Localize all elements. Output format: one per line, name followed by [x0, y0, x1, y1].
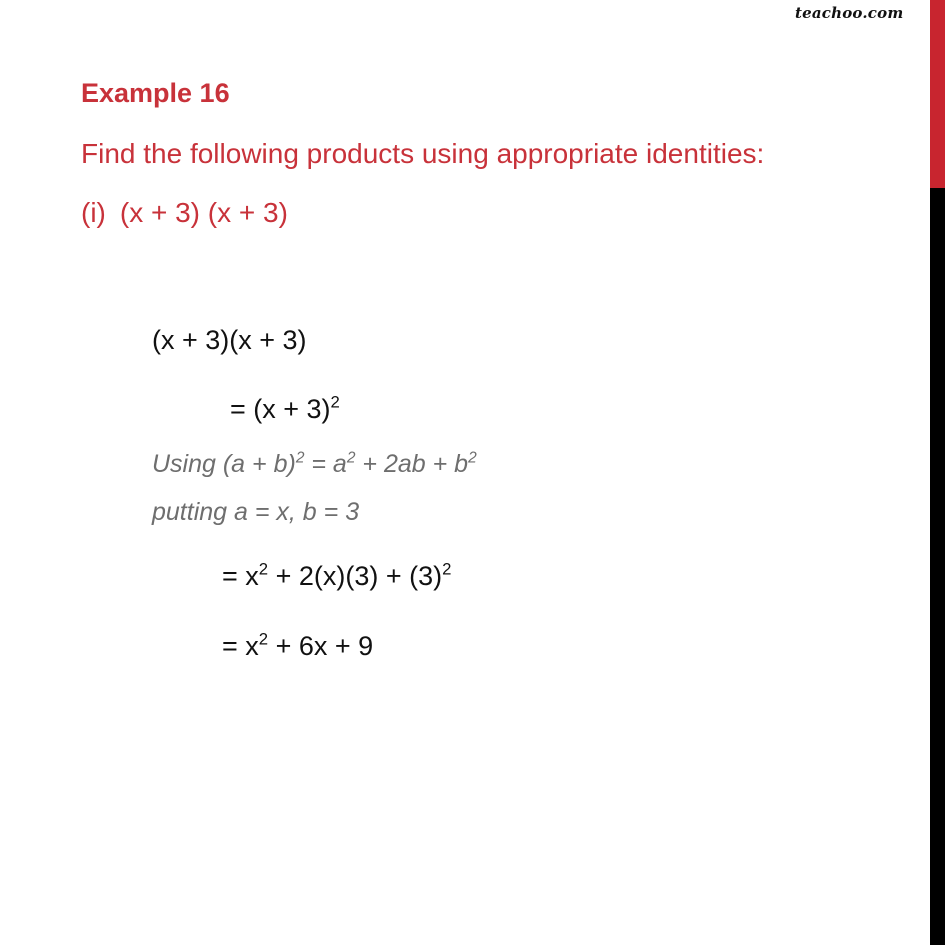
teachoo-logo: teachoo.com: [795, 4, 904, 22]
right-edge-bar-accent: [930, 0, 945, 188]
step-text: = x: [222, 631, 259, 661]
solution-step-given: (x + 3)(x + 3): [152, 325, 307, 355]
step-text: + 6x + 9: [268, 631, 374, 661]
question-part: [81, 199, 288, 227]
exponent: 2: [295, 449, 305, 467]
question-text: Find the following products using appropriate identities:: [81, 138, 765, 169]
identity-note: [152, 449, 477, 478]
step-text: = x: [222, 561, 259, 591]
step-text: + 2(x)(3) + (3): [268, 561, 443, 591]
exponent: 2: [258, 559, 269, 579]
exponent: 2: [442, 559, 452, 579]
step-text: = (x + 3): [230, 394, 331, 424]
exponent: 2: [346, 449, 356, 467]
right-edge-bar: [930, 0, 945, 945]
solution-step-square: [230, 392, 340, 424]
note-text: = a: [304, 450, 347, 478]
exponent: 2: [468, 449, 477, 467]
example-title: Example 16: [81, 78, 230, 108]
exponent: 2: [258, 629, 269, 649]
part-label: (i): [81, 197, 106, 228]
solution-step-expand: [222, 559, 452, 591]
exponent: 2: [330, 392, 340, 412]
substitution-note: putting a = x, b = 3: [152, 498, 360, 526]
solution-step-result: [222, 629, 374, 661]
note-text: + 2ab + b: [355, 450, 469, 478]
note-text: Using (a + b): [152, 450, 296, 478]
part-expression: (x + 3) (x + 3): [119, 197, 288, 228]
